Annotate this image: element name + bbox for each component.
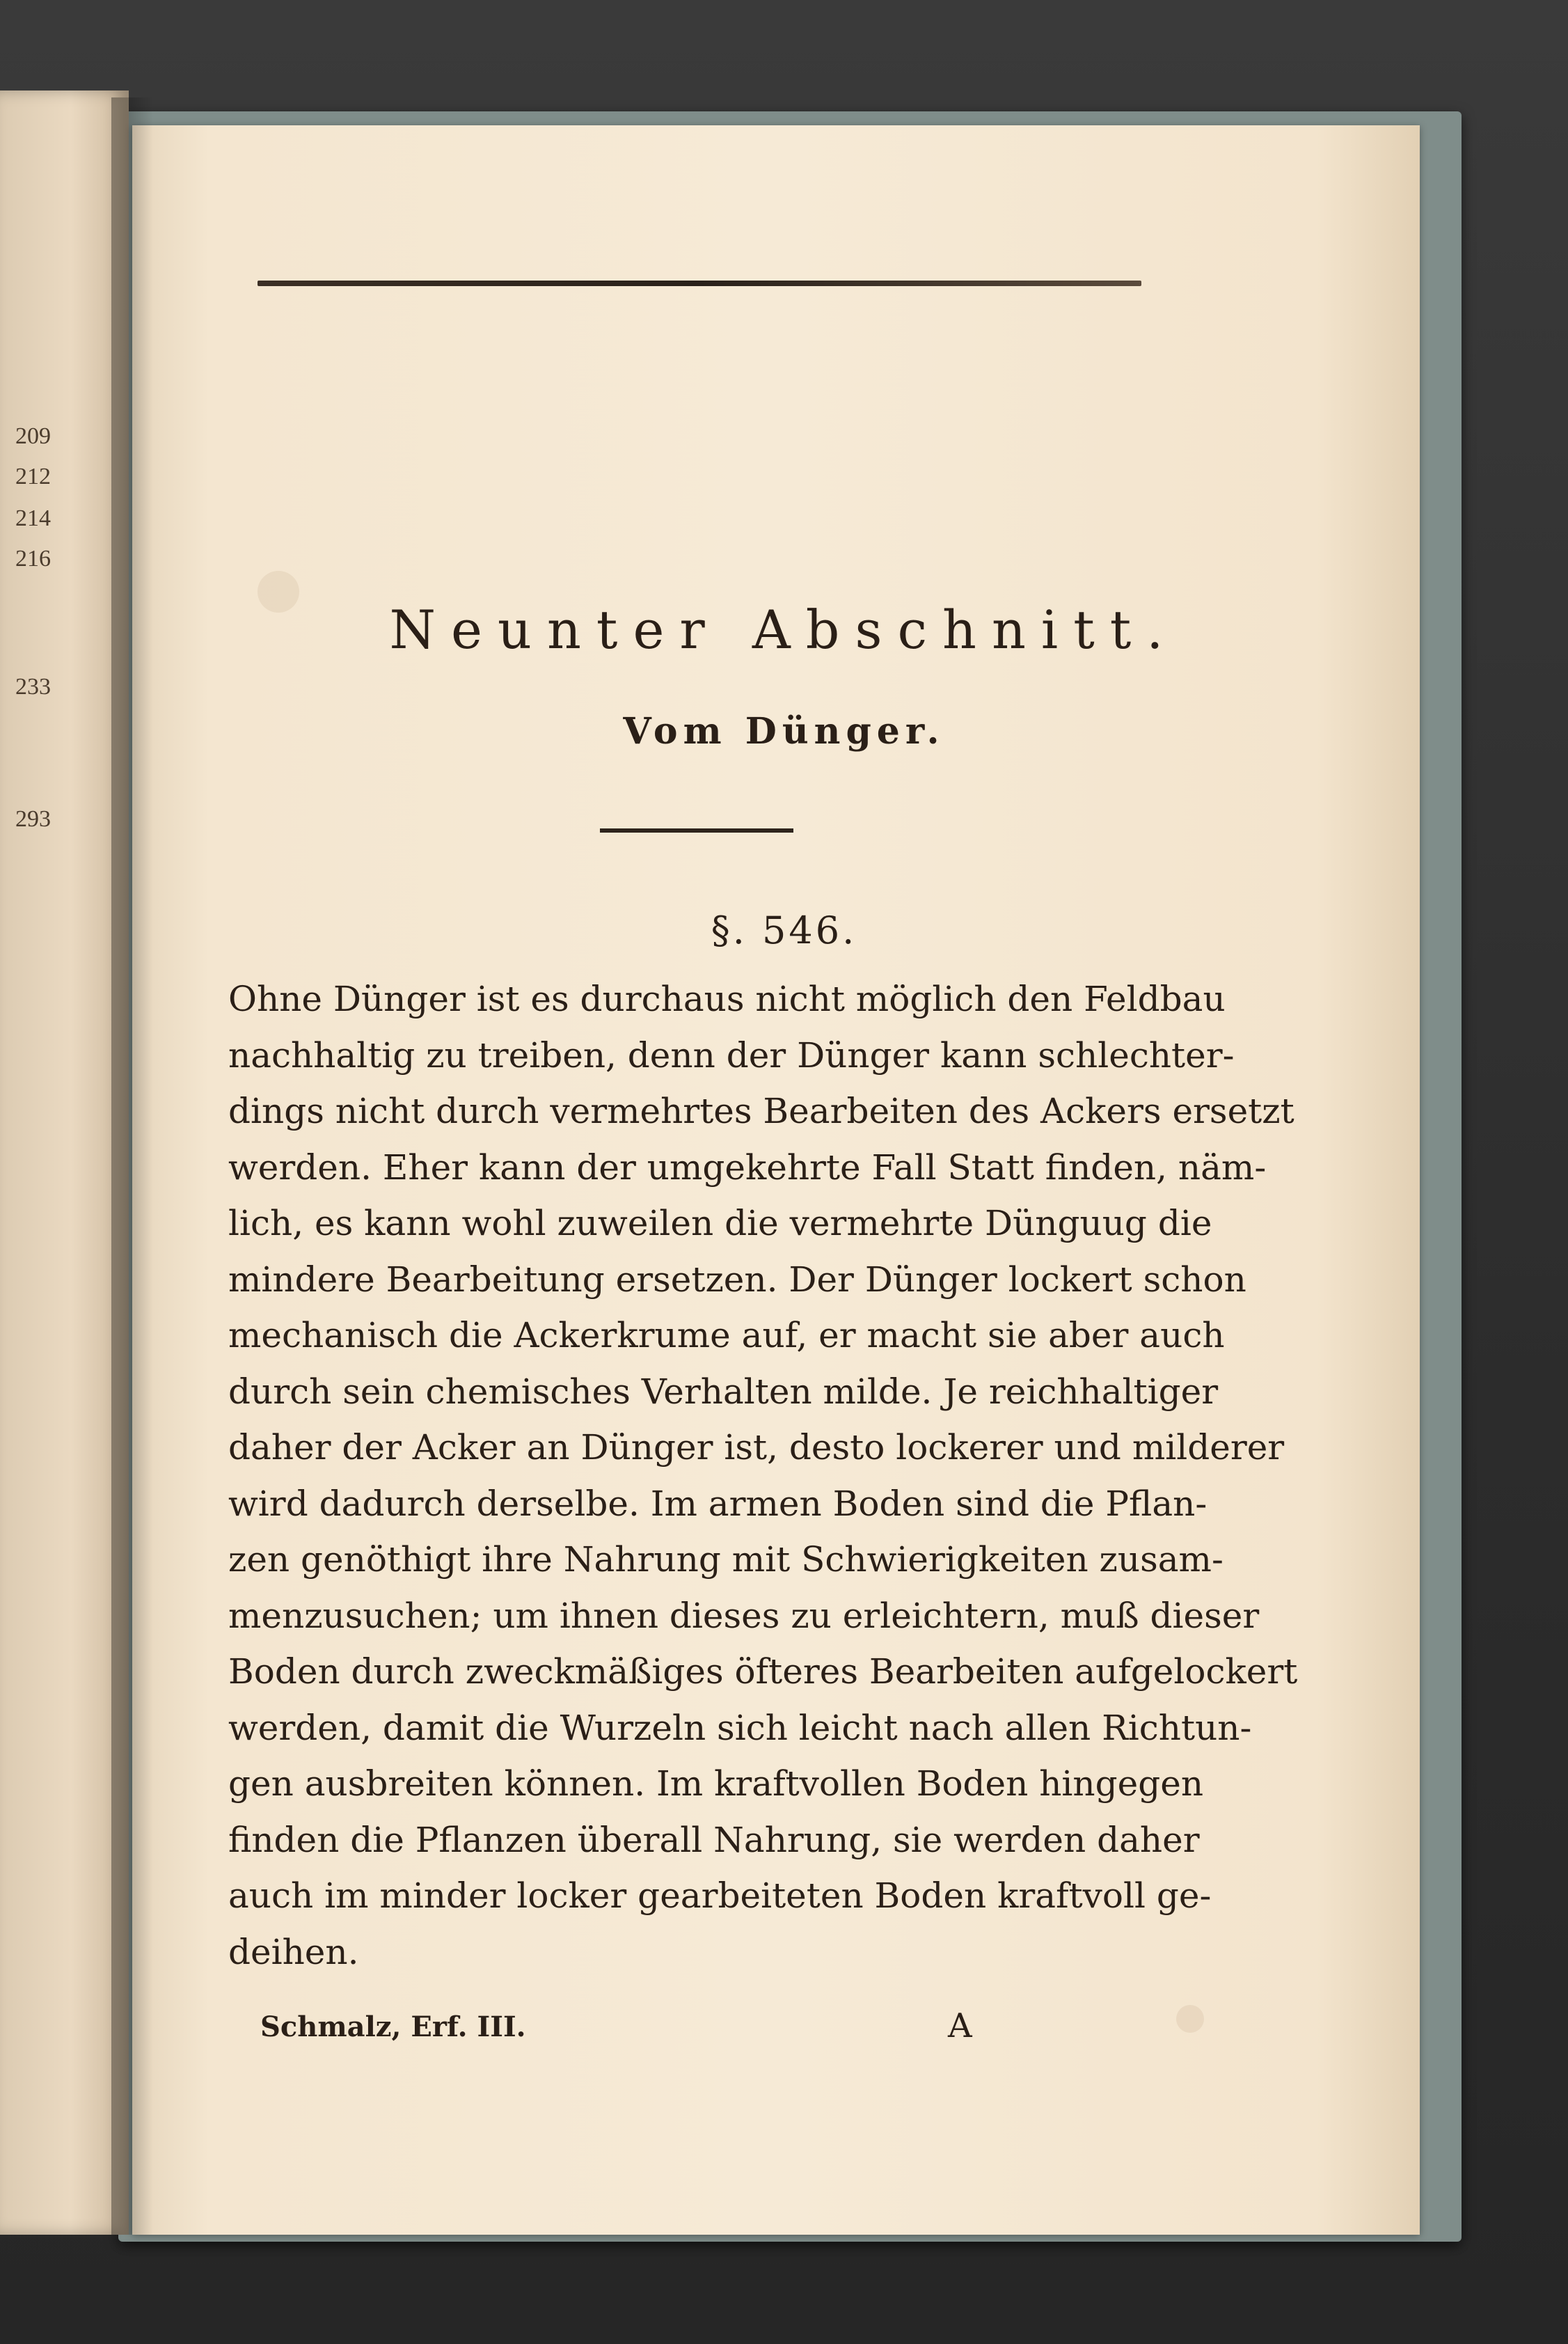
text-line: menzusuchen; um ihnen dieses zu erleichtern, muß dieser bbox=[228, 1595, 1260, 1636]
text-line: dings nicht durch vermehrtes Bearbeiten des Ackers ersetzt bbox=[228, 1091, 1294, 1131]
left-number: 293 bbox=[15, 806, 51, 832]
left-number: 209 bbox=[15, 423, 51, 449]
text-line: nachhaltig zu treiben, denn der Dünger kann schlechter- bbox=[228, 1035, 1235, 1076]
text-line: daher der Acker an Dünger ist, desto lockerer und milderer bbox=[228, 1427, 1285, 1468]
text-line: mindere Bearbeitung ersetzen. Der Dünger lockert schon bbox=[228, 1259, 1246, 1300]
signature-mark: A bbox=[948, 2006, 972, 2045]
text-line: lich, es kann wohl zuweilen die vermehrte Dünguug die bbox=[228, 1203, 1212, 1243]
text-line: Ohne Dünger ist es durchaus nicht möglich den Feldbau bbox=[228, 979, 1226, 1019]
body-text bbox=[228, 971, 1298, 1980]
section-number: §. 546. bbox=[711, 909, 857, 952]
text-line: wird dadurch derselbe. Im armen Boden sind die Pflan- bbox=[228, 1483, 1207, 1524]
text-line: mechanisch die Ackerkrume auf, er macht sie aber auch bbox=[228, 1315, 1225, 1355]
chapter-title: Neunter Abschnitt. bbox=[389, 599, 1179, 661]
text-line: gen ausbreiten können. Im kraftvollen Boden hingegen bbox=[228, 1763, 1204, 1804]
text-line: Boden durch zweckmäßiges öfteres Bearbeiten aufgelockert bbox=[228, 1651, 1298, 1692]
text-line: deihen. bbox=[228, 1931, 359, 1972]
text-line: finden die Pflanzen überall Nahrung, sie werden daher bbox=[228, 1819, 1200, 1860]
gutter-shadow bbox=[111, 97, 153, 2235]
left-number: 214 bbox=[15, 505, 51, 531]
text-line: auch im minder locker gearbeiteten Boden kraftvoll ge- bbox=[228, 1875, 1212, 1916]
left-facing-page bbox=[0, 91, 129, 2235]
header-rule bbox=[258, 281, 1141, 286]
left-number: 216 bbox=[15, 546, 51, 572]
left-number: 233 bbox=[15, 674, 51, 700]
text-line: zen genöthigt ihre Nahrung mit Schwierigkeiten zusam- bbox=[228, 1539, 1223, 1580]
text-line: werden. Eher kann der umgekehrte Fall Statt finden, näm- bbox=[228, 1147, 1267, 1188]
printer-signature: Schmalz, Erf. III. bbox=[260, 2011, 526, 2043]
section-divider bbox=[600, 828, 793, 833]
chapter-subtitle: Vom Dünger. bbox=[623, 710, 945, 753]
text-line: durch sein chemisches Verhalten milde. Je reichhaltiger bbox=[228, 1371, 1219, 1412]
left-number: 212 bbox=[15, 464, 51, 489]
text-line: werden, damit die Wurzeln sich leicht nach allen Richtun- bbox=[228, 1707, 1252, 1748]
paper-stain bbox=[1176, 2005, 1204, 2033]
